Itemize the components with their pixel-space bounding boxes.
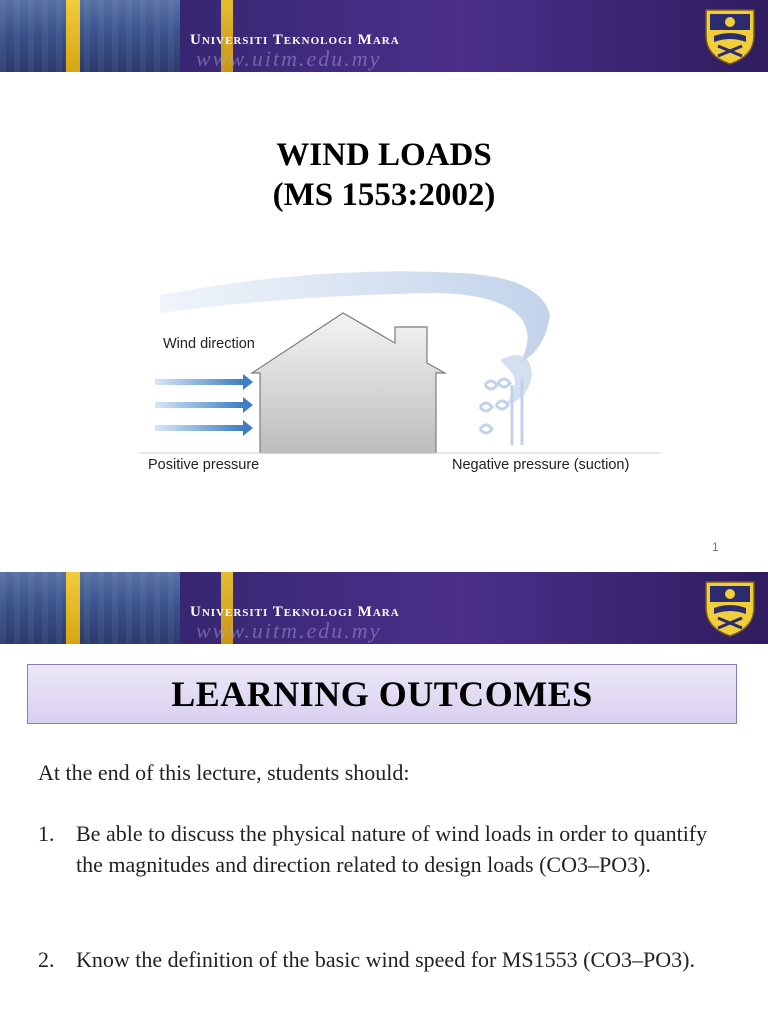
house-shape: [252, 313, 445, 453]
uitm-banner: [0, 572, 768, 644]
title-line-2: (MS 1553:2002): [272, 177, 496, 213]
title-line-1: WIND LOADS: [276, 137, 492, 173]
building-photo: [0, 0, 180, 72]
list-item: [38, 944, 738, 975]
gold-strip: [66, 572, 80, 644]
university-website: www.uitm.edu.my: [196, 46, 382, 71]
slide-title: [0, 135, 768, 215]
house-wind-illustration: [140, 255, 660, 485]
learning-outcomes-heading: LEARNING OUTCOMES: [27, 664, 737, 724]
uitm-crest-icon: [700, 6, 760, 66]
uitm-banner: [0, 0, 768, 72]
wind-load-diagram: [140, 255, 660, 485]
slide-2: [0, 572, 768, 1024]
list-number: 1.: [38, 821, 55, 846]
list-number: 2.: [38, 947, 55, 972]
university-name: Universiti Teknologi Mara: [190, 32, 400, 48]
slide-number: 1: [712, 540, 719, 554]
university-website: www.uitm.edu.my: [196, 618, 382, 643]
uitm-crest-icon: [700, 578, 760, 638]
university-name: Universiti Teknologi Mara: [190, 604, 400, 620]
list-text: Know the definition of the basic wind speed for MS1553 (CO3–PO3).: [76, 947, 695, 972]
gold-strip: [66, 0, 80, 72]
building-photo: [0, 572, 180, 644]
list-item: [38, 818, 738, 880]
wind-arrows: [155, 374, 253, 436]
positive-pressure-label: Positive pressure: [148, 457, 260, 473]
wind-direction-label: Wind direction: [163, 336, 255, 352]
list-text: Be able to discuss the physical nature of wind loads in order to quantify the magnitudes and direction related to design loads (CO3–PO3).: [76, 821, 708, 877]
negative-pressure-label: Negative pressure (suction): [452, 457, 630, 473]
intro-text: At the end of this lecture, students should:: [38, 760, 410, 785]
